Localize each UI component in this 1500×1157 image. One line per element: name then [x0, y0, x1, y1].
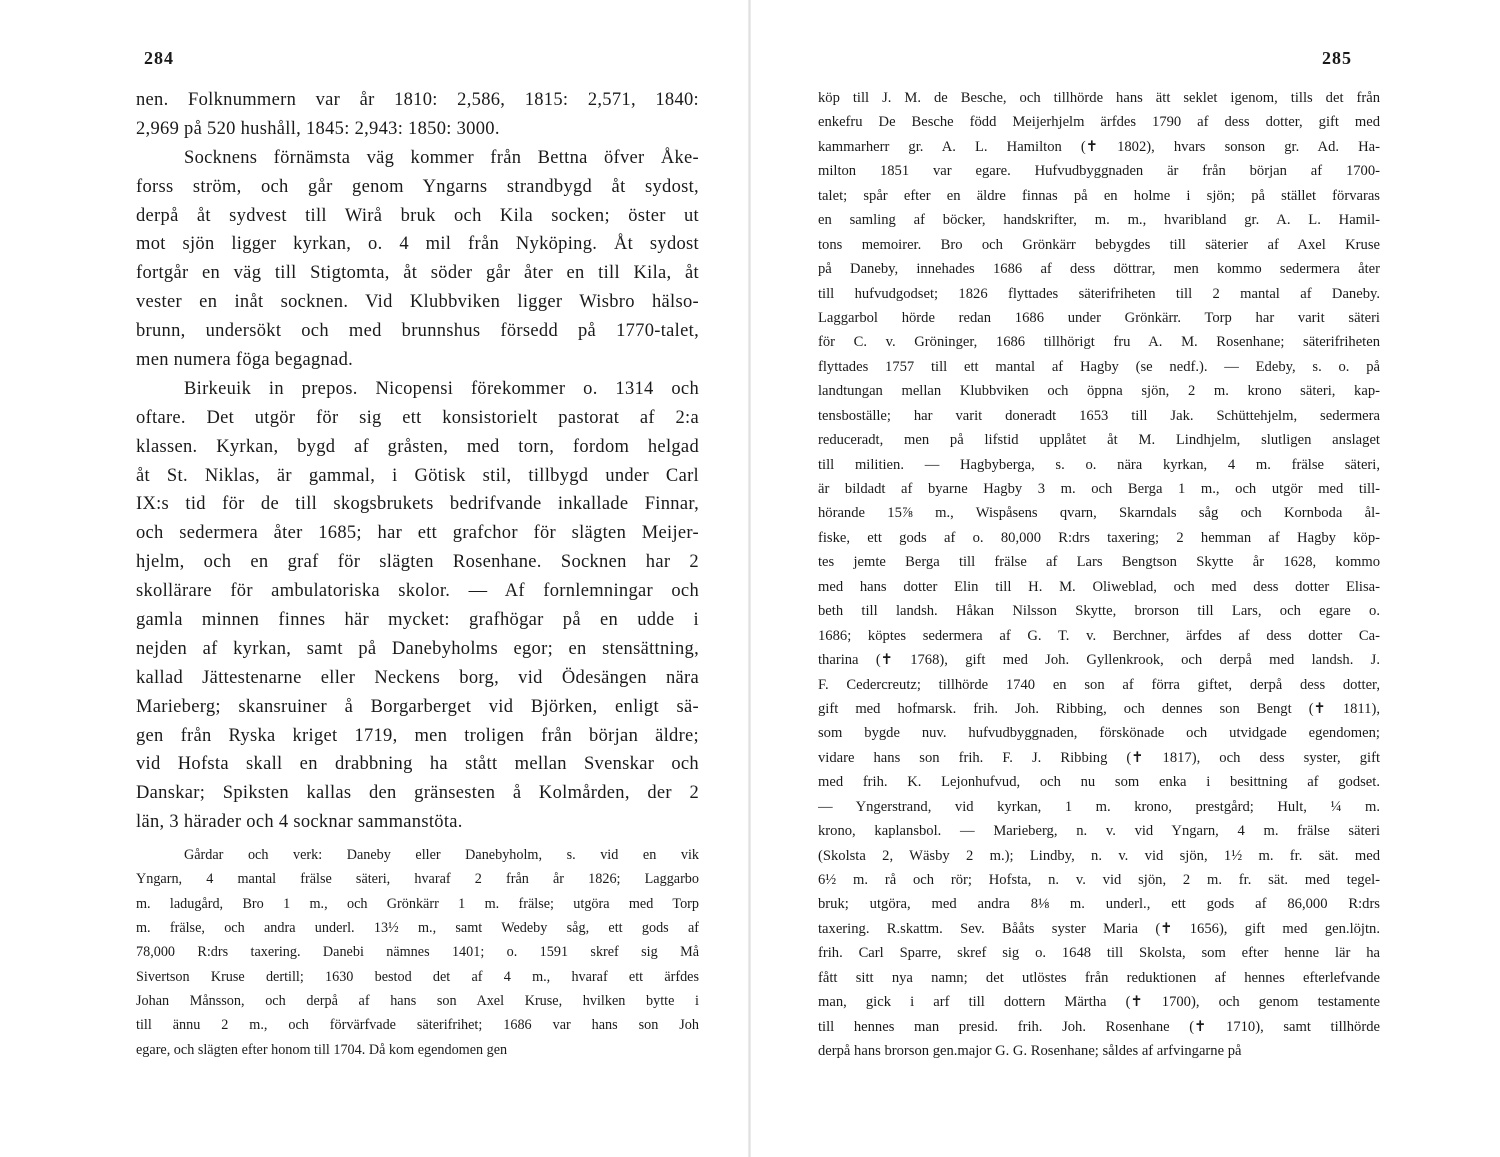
text-line: — Yngerstrand, vid kyrkan, 1 m. krono, prestgård; Hult, ¼ m. — [818, 798, 1380, 815]
right-text-column — [818, 86, 1380, 1064]
text-line: derpå hans brorson gen.major G. G. Rosenhane; såldes af arfvingarne på — [818, 1043, 1242, 1060]
text-line: åt St. Niklas, är gammal, i Götisk stil, tillbygd under Carl — [136, 465, 699, 486]
text-line: nen. Folknummern var år 1810: 2,586, 1815: 2,571, 1840: — [136, 90, 699, 110]
text-line: köp till J. M. de Besche, och tillhörde hans ätt seklet igenom, tills det från — [818, 90, 1380, 106]
text-line: vester en inåt socknen. Vid Klubbviken ligger Wisbro hälso- — [136, 292, 699, 313]
text-line: på Daneby, innehades 1686 af dess döttrar, men kommo sedermera åter — [818, 261, 1380, 278]
text-line: forss ström, och går genom Yngarns strandbygd åt sydost, — [136, 176, 699, 197]
small-text-line: egare, och slägten efter honom till 1704. Då kom egendomen gen — [136, 1041, 508, 1058]
text-line: krono, kaplansbol. — Marieberg, n. v. vid Yngarn, 4 m. frälse säteri — [818, 823, 1380, 840]
small-text-line: till ännu 2 m., och förvärfvade säterifrihet; 1686 var hans son Joh — [136, 1017, 699, 1034]
text-line: med frih. K. Lejonhufvud, och nu som enka i besittning af godset. — [818, 774, 1380, 791]
text-line: tons memoirer. Bro och Grönkärr bebygdes till säterier af Axel Kruse — [818, 236, 1380, 253]
text-line: för C. v. Gröninger, 1686 tillhörigt fru A. M. Rosenhane; säterifriheten — [818, 334, 1380, 351]
estates-section — [136, 843, 699, 1062]
text-line: landtungan mellan Klubbviken och öppna sjön, 2 m. krono säteri, kap- — [818, 383, 1380, 400]
page-number-right: 285 — [1322, 48, 1352, 68]
text-line: gift med hofmarsk. frih. Joh. Ribbing, och dennes son Bengt (✝ 1811), — [818, 700, 1380, 717]
text-line: gen från Ryska kriget 1719, men troligen från början äldre; — [136, 725, 699, 746]
small-text-line: m. ladugård, Bro 1 m., och Grönkärr 1 m. frälse; utgöra med Torp — [136, 895, 699, 912]
text-line: hörande 15⅞ m., Wispåsens qvarn, Skarndals såg och Kornboda ål- — [818, 505, 1380, 522]
text-line: bruk; utgöra, med andra 8⅛ m. underl., ett gods af 86,000 R:drs — [818, 896, 1380, 913]
text-line: med hans dotter Elin till H. M. Oliweblad, och med dess dotter Elisa- — [818, 578, 1380, 595]
text-line: till militien. — Hagbyberga, s. o. nära kyrkan, 4 m. frälse säteri, — [818, 456, 1380, 473]
text-line: som bygde nuv. hufvudbyggnaden, förskönade och utvidgade egendomen; — [818, 725, 1380, 742]
text-line: Socknens förnämsta väg kommer från Bettna öfver Åke- — [184, 147, 699, 168]
text-line: och sedermera åter 1685; har ett grafchor för slägten Meijer- — [136, 523, 699, 544]
text-line: Birkeuik in prepos. Nicopensi förekommer o. 1314 och — [184, 378, 699, 399]
text-line: F. Cedercreutz; tillhörde 1740 en son af förra giftet, derpå dess dotter, — [818, 676, 1380, 693]
text-line: enkefru De Besche född Meijerhjelm ärfdes 1790 af dess dotter, gift med — [818, 114, 1380, 131]
main-paragraphs — [136, 86, 699, 837]
text-line: derpå åt sydvest till Wirå bruk och Kila socken; öster ut — [136, 205, 699, 226]
text-line: 6½ m. rå och rör; Hofsta, n. v. vid sjön, 2 m. fr. sät. med tegel- — [818, 872, 1380, 888]
text-line: 1686; köptes sedermera af G. T. v. Berchner, ärfdes af dess dotter Ca- — [818, 627, 1380, 644]
small-text-line: Sivertson Kruse dertill; 1630 bestod det af 4 m., hvaraf ett ärfdes — [136, 968, 699, 985]
text-line: talet; spår efter en äldre finnas på en holme i sjön; på stället förvaras — [818, 187, 1380, 204]
text-line: IX:s tid för de till skogsbrukets bedrifvande inkallade Finnar, — [136, 494, 699, 515]
text-line: nejden af kyrkan, samt på Danebyholms egor; en stensättning, — [136, 638, 699, 659]
text-line: fortgår en väg till Stigtomta, åt söder går åter en till Kila, åt — [136, 263, 699, 284]
text-line: till hennes man presid. frih. Joh. Rosenhane (✝ 1710), samt tillhörde — [818, 1018, 1380, 1035]
text-line: tharina (✝ 1768), gift med Joh. Gyllenkrook, och derpå med landsh. J. — [818, 652, 1380, 669]
small-text-line: Gårdar och verk: Daneby eller Danebyholm, s. vid en vik — [184, 847, 699, 864]
text-line: 2,969 på 520 hushåll, 1845: 2,943: 1850: 3000. — [136, 118, 500, 139]
text-line: taxering. R.skattm. Sev. Bååts syster Maria (✝ 1656), gift med gen.löjtn. — [818, 920, 1380, 937]
text-line: frih. Carl Sparre, skref sig o. 1648 till Skolsta, som efter henne lär ha — [818, 945, 1380, 962]
small-text-line: m. frälse, och andra underl. 13½ m., samt Wedeby såg, ett gods af — [136, 920, 699, 937]
text-line: men numera föga begagnad. — [136, 350, 354, 371]
text-line: man, gick i arf till dottern Märtha (✝ 1700), och genom testamente — [818, 994, 1380, 1011]
text-line: milton 1851 var egare. Hufvudbyggnaden är från början af 1700- — [818, 163, 1380, 180]
page-number-left: 284 — [144, 48, 174, 68]
text-line: fiske, ett gods af o. 80,000 R:drs taxering; 2 hemman af Hagby köp- — [818, 529, 1380, 546]
text-line: klassen. Kyrkan, bygd af gråsten, med torn, fordom helgad — [136, 436, 699, 457]
small-text-line: 78,000 R:drs taxering. Danebi nämnes 1401; o. 1591 skref sig Må — [136, 944, 699, 961]
text-line: tensboställe; har varit doneradt 1653 till Jak. Schüttehjelm, sedermera — [818, 407, 1380, 424]
text-line: en samling af böcker, handskrifter, m. m., hvaribland gr. A. L. Hamil- — [818, 212, 1380, 229]
text-line: mot sjön ligger kyrkan, o. 4 mil från Nyköping. Åt sydost — [136, 234, 699, 255]
text-line: län, 3 härader och 4 socknar sammanstöta. — [136, 812, 463, 833]
text-line: Danskar; Spiksten kallas den gränsesten å Kolmården, der 2 — [136, 783, 699, 804]
text-line: är bildadt af byarne Hagby 3 m. och Berga 1 m., och utgör med till- — [818, 481, 1380, 497]
text-line: brunn, undersökt och med brunnshus försedd på 1770-talet, — [136, 321, 699, 342]
text-line: gamla minnen finnes här mycket: grafhögar på en udde i — [136, 610, 699, 631]
text-line: skollärare för ambulatoriska skolor. — Af fornlemningar och — [136, 581, 699, 602]
right-page — [750, 0, 1500, 1157]
text-line: tes jemte Berga till frälse af Lars Bengtson Skytte år 1628, kommo — [818, 554, 1380, 571]
text-line: reduceradt, men på lifstid upplåtet åt M. Lindhjelm, slutligen anslaget — [818, 432, 1380, 449]
text-line: fått sitt nya namn; det utlöstes från reduktionen af hennes efterlefvande — [818, 969, 1380, 986]
small-text-line: Johan Månsson, och derpå af hans son Axel Kruse, hvilken bytte i — [136, 992, 699, 1009]
text-line: flyttades 1757 till ett mantal af Hagby (se nedf.). — Edeby, s. o. på — [818, 358, 1380, 375]
left-text-column — [136, 86, 699, 1062]
text-line: (Skolsta 2, Wäsby 2 m.); Lindby, n. v. vid sjön, 1½ m. fr. sät. med — [818, 847, 1380, 864]
text-line: kammarherr gr. A. L. Hamilton (✝ 1802), hvars sonson gr. Ad. Ha- — [818, 138, 1380, 155]
text-line: beth till landsh. Håkan Nilsson Skytte, brorson till Lars, och egare o. — [818, 603, 1380, 620]
text-line: vidare hans son frih. F. J. Ribbing (✝ 1817), och dess syster, gift — [818, 749, 1380, 766]
text-line: kallad Jättestenarne eller Neckens borg, vid Ödesängen nära — [136, 667, 699, 688]
text-line: Laggarbol hörde redan 1686 under Grönkärr. Torp har varit säteri — [818, 309, 1380, 326]
text-line: till hufvudgodset; 1826 flyttades säterifriheten till 2 mantal af Daneby. — [818, 285, 1380, 302]
text-line: Marieberg; skansruiner å Borgarberget vid Björken, enligt sä- — [136, 696, 699, 717]
text-line: oftare. Det utgör för sig ett konsistorielt pastorat af 2:a — [136, 407, 699, 428]
small-text-line: Yngarn, 4 mantal frälse säteri, hvaraf 2 från år 1826; Laggarbo — [136, 871, 699, 888]
text-line: hjelm, och en graf för slägten Rosenhane. Socknen har 2 — [136, 552, 699, 573]
text-line: vid Hofsta skall en drabbning ha stått mellan Svenskar och — [136, 754, 699, 775]
